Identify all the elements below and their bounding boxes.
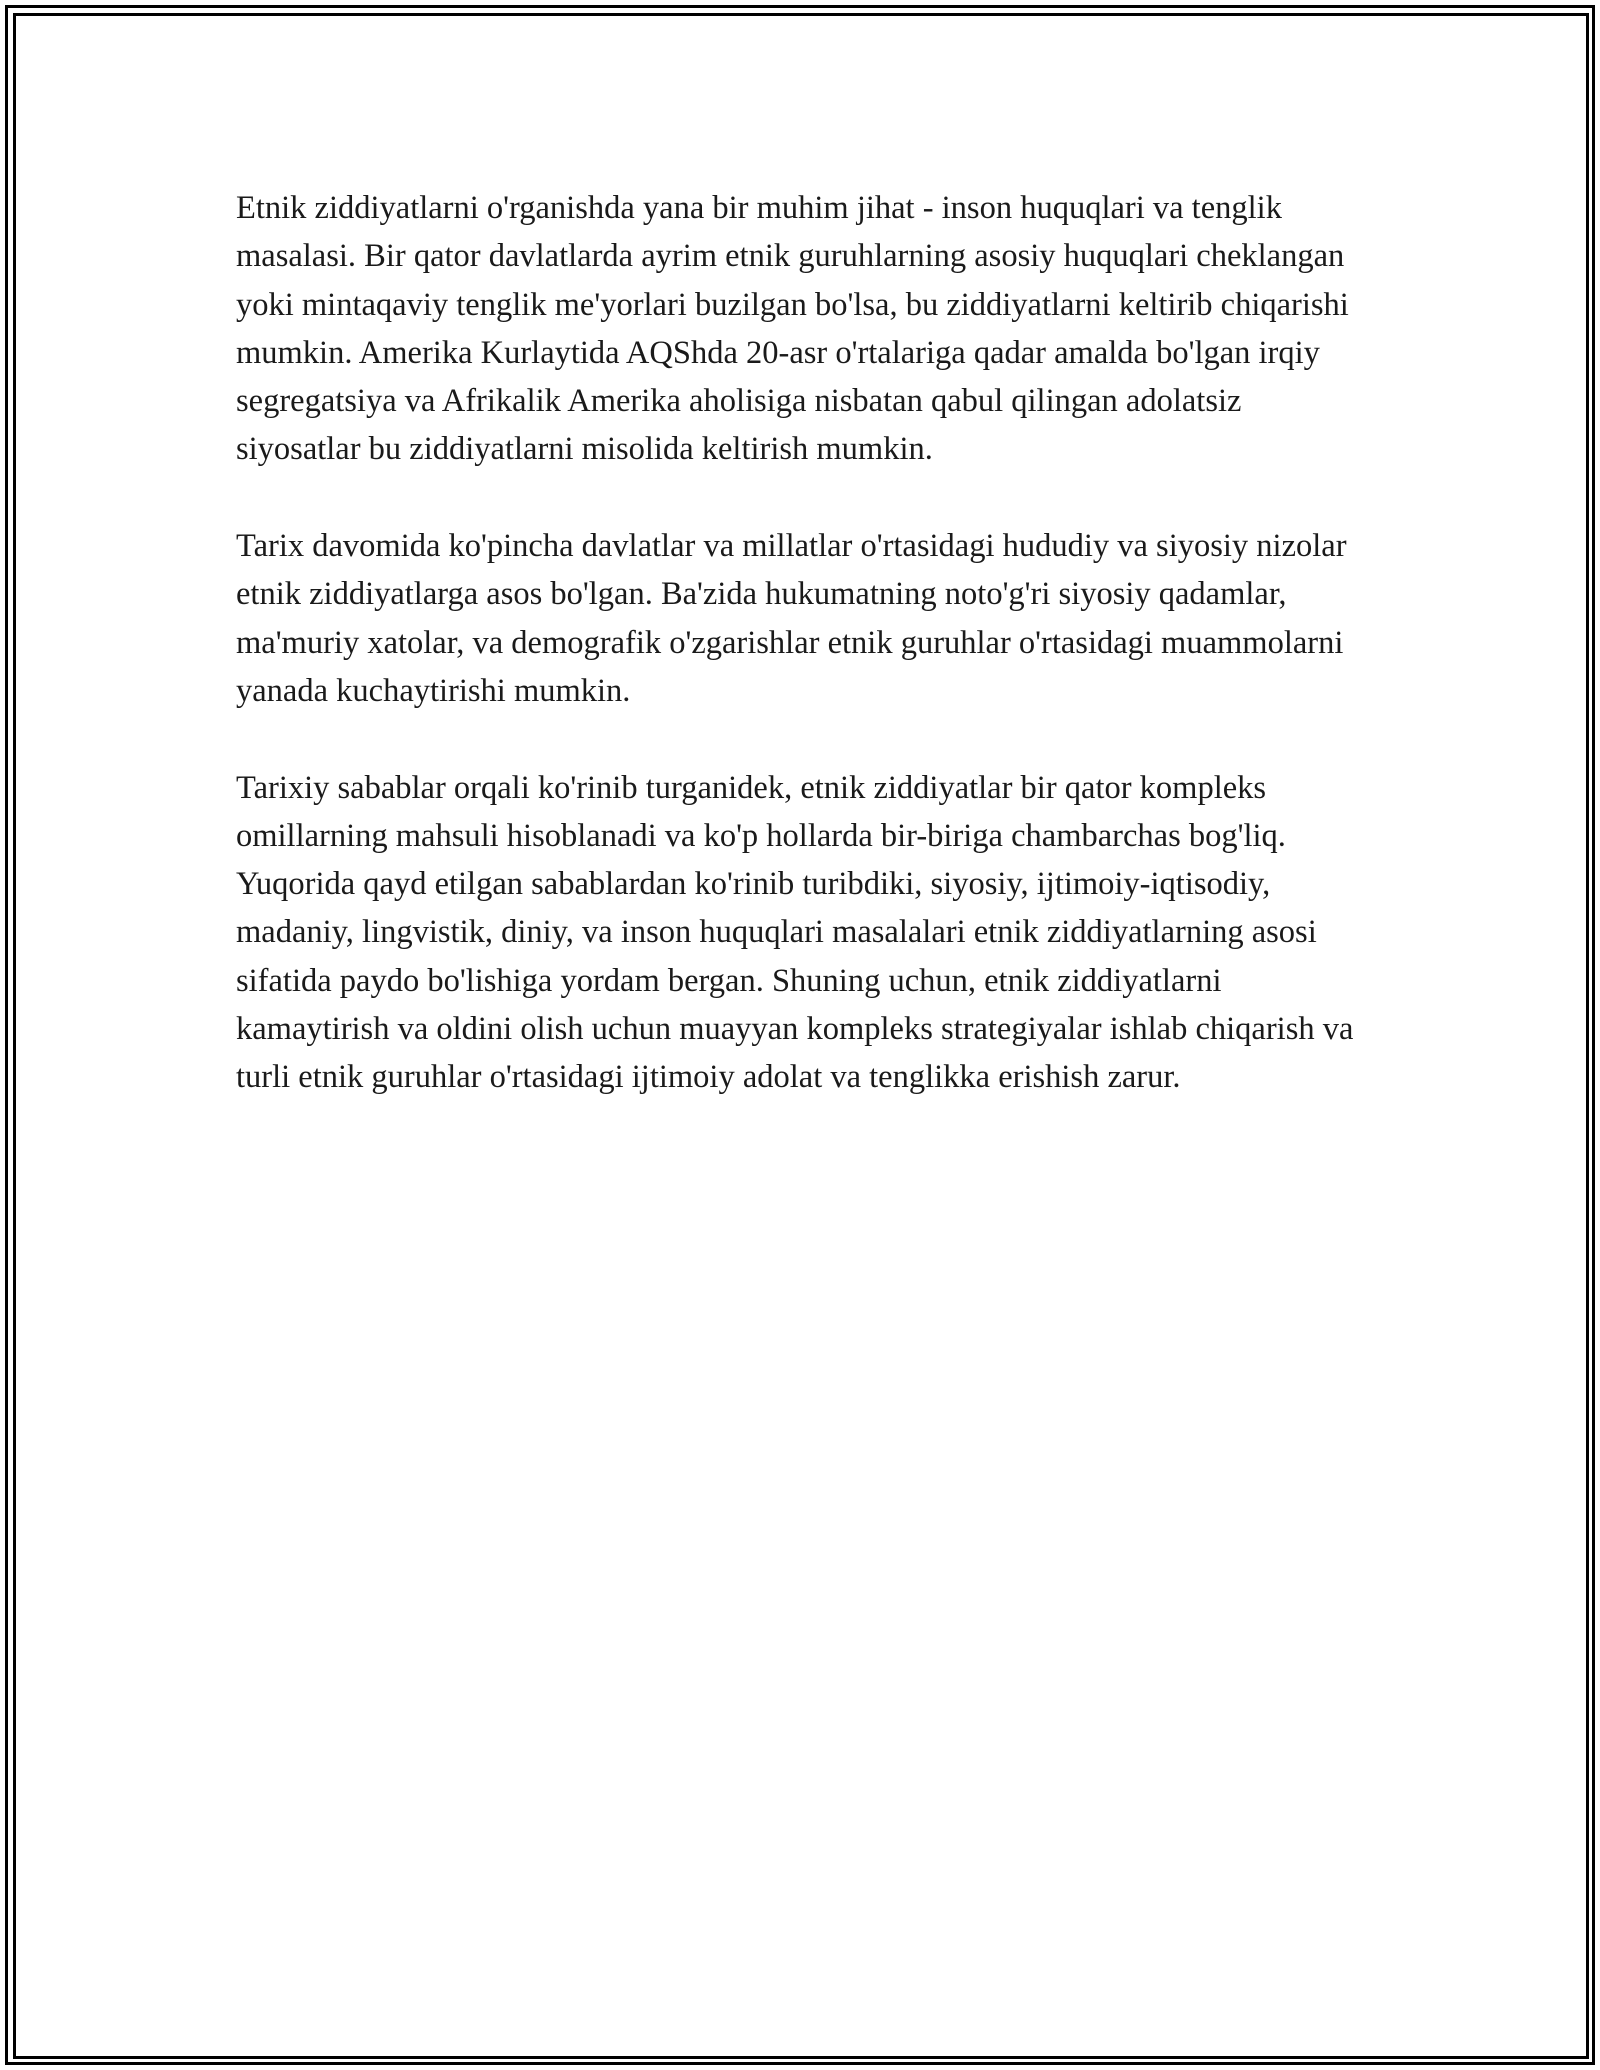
paragraph-3: Tarixiy sabablar orqali ko'rinib turganidek, etnik ziddiyatlar bir qator kompleks omillarning mahsuli hisoblanadi va ko'p hollarda bir-biriga chambarchas bog'liq. Yuqorida qayd etilgan sabablardan ko'rinib turibdiki, siyosiy, ijtimoiy-iqtisodiy, madaniy, lingvistik, diniy, va inson huquqlari masalalari etnik ziddiyatlarning asosi sifatida paydo bo'lishiga yordam bergan. Shuning uchun, etnik ziddiyatlarni kamaytirish va oldini olish uchun muayyan kompleks strategiyalar ishlab chiqarish va turli etnik guruhlar o'rtasidagi ijtimoiy adolat va tenglikka erishish zarur.: [236, 769, 1354, 1096]
paragraph-2: Tarix davomida ko'pincha davlatlar va millatlar o'rtasidagi hududiy va siyosiy nizolar etnik ziddiyatlarga asos bo'lgan. Ba'zida hukumatning noto'g'ri siyosiy qadamlar, ma'muriy xatolar, va demografik o'zgarishlar etnik guruhlar o'rtasidagi muammolarni yanada kuchaytirishi mumkin.: [236, 528, 1347, 709]
document-body: [236, 184, 1366, 1150]
paragraph-1: Etnik ziddiyatlarni o'rganishda yana bir muhim jihat - inson huquqlari va tenglik masalasi. Bir qator davlatlarda ayrim etnik guruhlarning asosiy huquqlari cheklangan yoki mintaqaviy tenglik me'yorlari buzilgan bo'lsa, bu ziddiyatlarni keltirib chiqarishi mumkin. Amerika Kurlaytida AQShda 20-asr o'rtalariga qadar amalda bo'lgan irqiy segregatsiya va Afrikalik Amerika aholisiga nisbatan qabul qilingan adolatsiz siyosatlar bu ziddiyatlarni misolida keltirish mumkin.: [236, 190, 1349, 468]
